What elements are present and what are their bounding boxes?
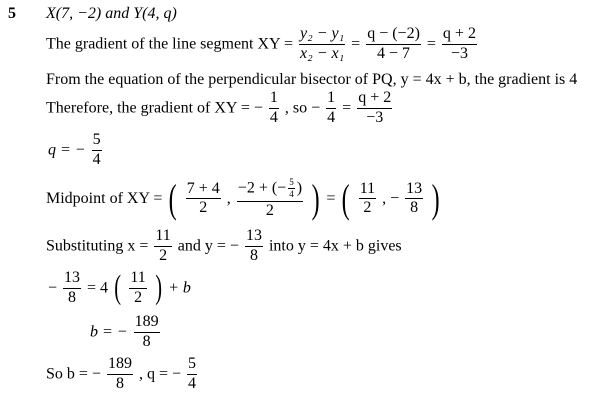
b-prefix: b = − bbox=[90, 323, 128, 341]
midpoint-prefix: Midpoint of XY = bbox=[46, 189, 163, 207]
equals-four: = 4 bbox=[87, 279, 109, 297]
fraction-numerator: q + 2 bbox=[442, 26, 477, 45]
fraction-denominator: 2 bbox=[134, 288, 143, 306]
gradient-substituted-fraction bbox=[366, 26, 421, 63]
fraction-numerator: q + 2 bbox=[357, 90, 392, 109]
equals-sign: = bbox=[426, 35, 436, 53]
left-paren: ( bbox=[114, 269, 122, 307]
substituted-equation-line bbox=[48, 270, 191, 307]
fraction-numerator: 5 bbox=[92, 132, 102, 151]
gradient-xy-prefix: The gradient of the line segment XY = bbox=[46, 35, 294, 53]
fraction-numerator: y₂ − y₁ bbox=[299, 26, 345, 45]
neg-quarter-fraction bbox=[269, 90, 279, 127]
fraction-denominator: −3 bbox=[366, 108, 384, 126]
minus-sign: − bbox=[48, 279, 58, 297]
therefore-gradient-line bbox=[46, 90, 394, 127]
therefore-prefix: Therefore, the gradient of XY = − bbox=[46, 99, 263, 117]
midpoint-y-result bbox=[405, 181, 423, 218]
comma: , − bbox=[382, 189, 400, 207]
gradient-formula-fraction bbox=[299, 26, 345, 63]
fraction-denominator: 2 bbox=[199, 199, 208, 217]
fraction-numerator: 5 bbox=[288, 178, 295, 189]
fraction-numerator: 1 bbox=[269, 90, 279, 109]
midpoint-x-result bbox=[359, 181, 376, 218]
fraction-denominator: −3 bbox=[450, 44, 468, 62]
q-plus-2-fraction bbox=[357, 90, 392, 127]
perpendicular-bisector-line: From the equation of the perpendicular bisector of PQ, y = 4x + b, the gradient is 4 bbox=[46, 71, 578, 88]
midpoint-y-fraction bbox=[237, 178, 303, 220]
fraction-numerator: 189 bbox=[107, 356, 133, 375]
midpoint-line bbox=[46, 175, 442, 221]
substitution-line bbox=[46, 228, 402, 265]
and-y-text: and y = − bbox=[177, 237, 239, 255]
numerator-part: ) bbox=[296, 179, 303, 197]
comma: , bbox=[226, 189, 231, 207]
left-paren: ( bbox=[342, 175, 351, 221]
equals-sign: = bbox=[342, 99, 352, 117]
question-number: 5 bbox=[8, 5, 16, 22]
final-b-fraction bbox=[107, 356, 133, 393]
final-answer-line bbox=[46, 356, 199, 393]
numerator-part: −2 + (− bbox=[237, 179, 287, 197]
midpoint-x-fraction bbox=[186, 181, 221, 218]
fraction-denominator: 4 bbox=[289, 189, 294, 200]
fraction-denominator: 4 bbox=[327, 108, 336, 126]
fraction-denominator: 8 bbox=[68, 288, 77, 306]
fraction-numerator: 11 bbox=[359, 181, 376, 200]
fraction-numerator: q − (−2) bbox=[366, 26, 421, 45]
gradient-xy-line bbox=[46, 26, 479, 63]
x-value-fraction bbox=[154, 228, 171, 265]
so-text: , so − bbox=[284, 99, 321, 117]
fraction-numerator: 189 bbox=[134, 314, 160, 333]
final-q-fraction bbox=[187, 356, 197, 393]
fraction-numerator: 11 bbox=[129, 270, 146, 289]
gradient-simplified-fraction bbox=[442, 26, 477, 63]
equals-sign: = bbox=[351, 35, 361, 53]
fraction-denominator: 8 bbox=[142, 332, 151, 350]
fraction-denominator: 4 bbox=[188, 374, 196, 392]
fraction-denominator: 4 bbox=[269, 108, 278, 126]
final-prefix: So b = − bbox=[46, 365, 101, 383]
right-paren: ) bbox=[311, 175, 320, 221]
inner-fraction bbox=[288, 178, 295, 200]
fraction-denominator: 2 bbox=[363, 199, 372, 217]
substitution-prefix: Substituting x = bbox=[46, 237, 149, 255]
fraction-numerator: 13 bbox=[245, 228, 263, 247]
right-paren: ) bbox=[155, 269, 162, 307]
neg-quarter-fraction-2 bbox=[326, 90, 336, 127]
final-q-text: , q = − bbox=[138, 365, 181, 383]
fraction-denominator: 2 bbox=[265, 201, 274, 219]
plus-b: + b bbox=[168, 279, 191, 297]
q-value-line bbox=[48, 132, 104, 169]
q-prefix: q = − bbox=[48, 141, 86, 159]
fraction-numerator: 13 bbox=[63, 270, 81, 289]
fraction-denominator: 4 − 7 bbox=[377, 44, 411, 62]
fraction-numerator: 7 + 4 bbox=[186, 181, 221, 200]
lhs-fraction bbox=[63, 270, 81, 307]
b-value-fraction bbox=[134, 314, 160, 351]
rhs-fraction bbox=[129, 270, 146, 307]
given-points: X(7, −2) and Y(4, q) bbox=[46, 5, 177, 22]
left-paren: ( bbox=[169, 175, 178, 221]
equals-sign: = bbox=[326, 189, 336, 207]
fraction-denominator: 8 bbox=[115, 374, 124, 392]
fraction-denominator: 8 bbox=[249, 246, 258, 264]
fraction-numerator: 1 bbox=[326, 90, 336, 109]
fraction-numerator bbox=[237, 178, 303, 202]
substitution-suffix: into y = 4x + b gives bbox=[268, 237, 402, 255]
fraction-numerator: 13 bbox=[405, 181, 423, 200]
y-value-fraction bbox=[245, 228, 263, 265]
fraction-denominator: 4 bbox=[92, 150, 101, 168]
fraction-numerator: 11 bbox=[154, 228, 171, 247]
b-value-line bbox=[90, 314, 162, 351]
fraction-denominator: 8 bbox=[410, 199, 419, 217]
fraction-numerator: 5 bbox=[187, 356, 197, 375]
right-paren: ) bbox=[431, 175, 440, 221]
fraction-denominator: x₂ − x₁ bbox=[300, 44, 345, 62]
fraction-denominator: 2 bbox=[159, 246, 168, 264]
q-value-fraction bbox=[92, 132, 102, 169]
